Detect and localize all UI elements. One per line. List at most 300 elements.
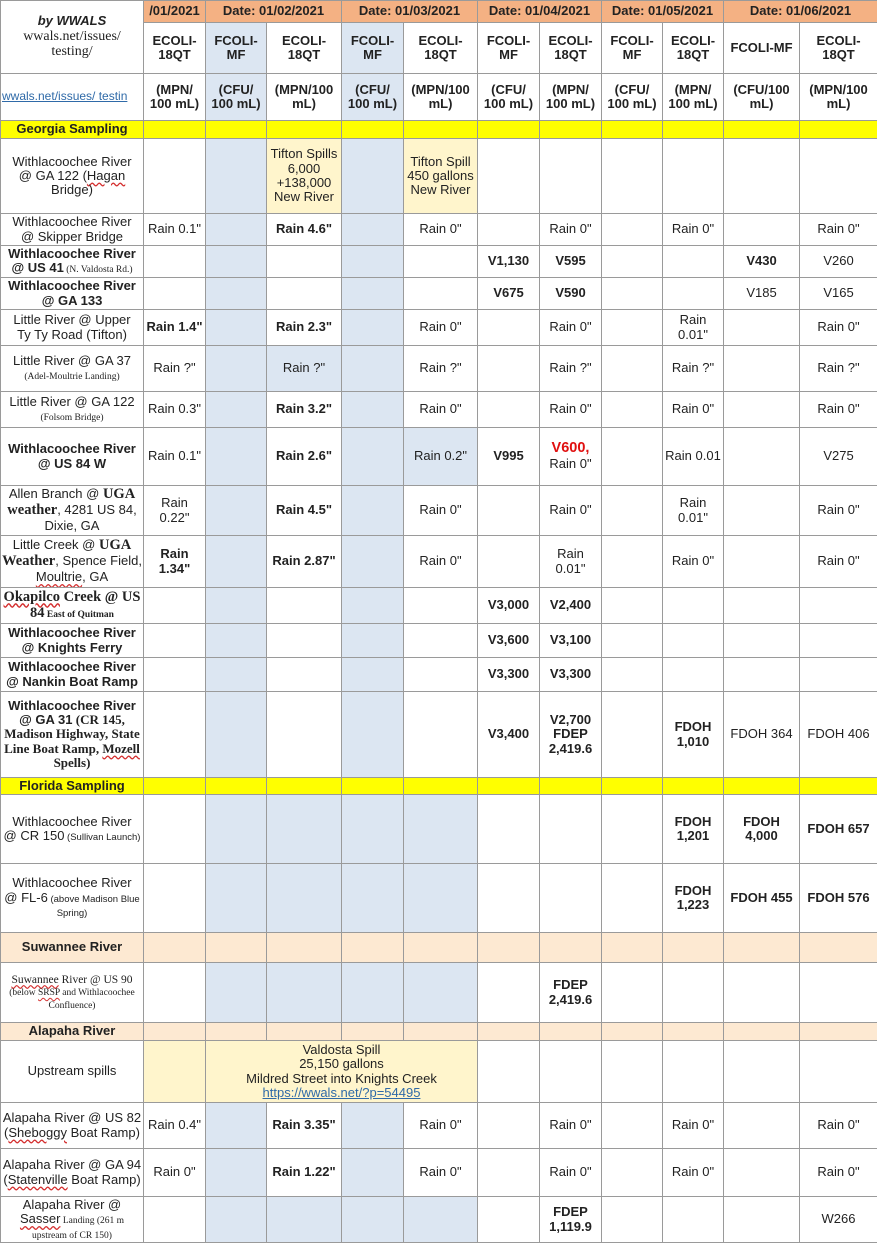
table-cell	[602, 1197, 663, 1243]
table-cell	[724, 1023, 800, 1041]
cell-text: Withlacoochee River	[8, 659, 136, 675]
table-cell	[144, 658, 206, 692]
table-cell	[724, 214, 800, 246]
table-cell: V3,300	[478, 658, 540, 692]
table-cell	[602, 963, 663, 1023]
valdosta-spill-link[interactable]: https://wwals.net/?p=54495	[262, 1084, 421, 1100]
table-cell	[144, 864, 206, 933]
units-row	[1, 74, 877, 121]
cell-text: Boat Ramp)	[66, 1124, 140, 1140]
table-cell	[144, 692, 206, 778]
table-cell	[478, 933, 540, 963]
cell-text: (N. Valdosta Rd.)	[63, 265, 133, 276]
table-cell	[404, 1023, 478, 1041]
note-tifton-a: Tifton Spills 6,000 +138,000 New River	[267, 139, 342, 214]
table-cell: Rain 0.4"	[144, 1103, 206, 1149]
col-head: FCOLI-MF	[602, 23, 663, 74]
cell-text: 2,419.6	[548, 991, 593, 1007]
table-row	[1, 536, 877, 588]
site-ga94	[1, 1149, 144, 1197]
unit-label: (MPN/ 100 mL)	[540, 74, 602, 121]
section-suwannee	[1, 933, 877, 963]
cell-text: Withlacoochee River	[12, 875, 132, 891]
cell-text: Statenville	[7, 1171, 68, 1187]
table-cell	[404, 778, 478, 795]
cell-text: @ US 84 W	[37, 455, 107, 471]
table-cell	[267, 246, 342, 278]
table-cell: Rain 1.4"	[144, 310, 206, 346]
cell-text: Withlacoochee River	[8, 246, 136, 262]
date-header-6: Date: 01/06/2021	[724, 1, 877, 23]
table-cell	[342, 428, 404, 486]
site-tyty	[1, 310, 144, 346]
note-valdosta	[206, 1041, 478, 1103]
table-cell	[478, 121, 540, 139]
table-cell: Rain 0"	[404, 536, 478, 588]
note-tifton-b: Tifton Spill 450 gallons New River	[404, 139, 478, 214]
table-cell: Rain 0"	[800, 392, 877, 428]
table-cell: Rain 0.01"	[663, 486, 724, 536]
table-cell	[267, 1023, 342, 1041]
cell-text: Valdosta Spill	[302, 1041, 381, 1057]
table-cell	[404, 795, 478, 864]
table-cell	[206, 310, 267, 346]
table-cell	[342, 933, 404, 963]
table-row	[1, 346, 877, 392]
table-row	[1, 1103, 877, 1149]
cell-text: Little River @ Upper	[13, 312, 131, 328]
table-cell	[342, 346, 404, 392]
site-skipper	[1, 214, 144, 246]
unit-label: (CFU/ 100 mL)	[342, 74, 404, 121]
table-cell	[602, 214, 663, 246]
table-cell	[800, 139, 877, 214]
table-cell: Rain 0"	[800, 214, 877, 246]
cell-text: (below	[9, 988, 39, 999]
unit-label: (CFU/ 100 mL)	[478, 74, 540, 121]
table-cell	[602, 1103, 663, 1149]
table-cell	[663, 963, 724, 1023]
table-cell	[267, 624, 342, 658]
table-cell: Rain ?"	[800, 346, 877, 392]
site-hagan	[1, 139, 144, 214]
cell-text: Creek @ US 84	[30, 588, 141, 621]
cell-text: @ Nankin Boat Ramp	[6, 673, 138, 689]
table-cell	[478, 1041, 540, 1103]
table-cell: FDOH 576	[800, 864, 877, 933]
table-cell: Rain 0"	[404, 486, 478, 536]
table-cell	[267, 864, 342, 933]
table-cell	[724, 536, 800, 588]
site-ga37	[1, 346, 144, 392]
table-cell	[206, 536, 267, 588]
table-cell	[404, 246, 478, 278]
cell-text: Withlacoochee River	[12, 153, 132, 169]
table-cell: Rain 0"	[800, 310, 877, 346]
table-cell	[800, 624, 877, 658]
table-cell	[724, 658, 800, 692]
table-cell	[800, 1023, 877, 1041]
table-cell	[663, 864, 724, 933]
table-cell	[144, 624, 206, 658]
table-row	[1, 692, 877, 778]
table-cell: Rain 0"	[404, 392, 478, 428]
table-cell: Rain 1.34"	[144, 536, 206, 588]
table-cell	[602, 795, 663, 864]
table-cell	[724, 310, 800, 346]
table-cell	[144, 246, 206, 278]
table-cell	[342, 486, 404, 536]
wwals-link[interactable]: wwals.net/issues/ testin	[2, 89, 128, 104]
col-head: FCOLI-MF	[206, 23, 267, 74]
table-cell: FDOH 406	[800, 692, 877, 778]
table-cell: Rain 0"	[404, 1149, 478, 1197]
table-cell: Rain 0.2"	[404, 428, 478, 486]
table-cell	[724, 392, 800, 428]
table-cell	[540, 864, 602, 933]
cell-text: FDOH	[674, 882, 712, 898]
unit-label: (MPN/100 mL)	[404, 74, 478, 121]
table-cell	[602, 588, 663, 624]
col-head: ECOLI-18QT	[800, 23, 877, 74]
unit-label: (MPN/100 mL)	[267, 74, 342, 121]
cell-text: (Sullivan Launch)	[64, 831, 141, 843]
table-cell: Rain 0.01	[663, 428, 724, 486]
table-cell: Rain ?"	[540, 346, 602, 392]
table-cell: FDOH 455	[724, 864, 800, 933]
cell-text: , GA	[82, 569, 109, 585]
table-cell	[342, 658, 404, 692]
cell-text: , 4281 US 84, Dixie, GA	[44, 502, 137, 534]
table-cell	[144, 1023, 206, 1041]
date-header-2: Date: 01/02/2021	[206, 1, 342, 23]
wwals-by: by WWALS	[37, 13, 107, 29]
table-cell	[404, 692, 478, 778]
table-cell	[800, 588, 877, 624]
table-cell: Rain 0.1"	[144, 428, 206, 486]
table-cell: Rain 0"	[800, 536, 877, 588]
table-cell: V590	[540, 278, 602, 310]
table-cell	[724, 624, 800, 658]
cell-text: (above Madison Blue Spring)	[47, 893, 140, 920]
table-cell	[206, 624, 267, 658]
table-cell	[404, 933, 478, 963]
cell-text: @ CR 150	[3, 827, 65, 843]
cell-text: @ GA 122 (	[18, 167, 87, 183]
section-alapaha	[1, 1023, 877, 1041]
table-cell: Rain 2.3"	[267, 310, 342, 346]
cell-text: Mildred Street into Knights Creek	[246, 1070, 437, 1086]
table-cell: V675	[478, 278, 540, 310]
table-cell: Rain 0"	[540, 1149, 602, 1197]
table-cell	[206, 278, 267, 310]
table-cell: FDOH 364	[724, 692, 800, 778]
table-cell	[602, 658, 663, 692]
cell-text: 4,000	[745, 828, 778, 843]
table-cell	[342, 963, 404, 1023]
col-head: ECOLI-18QT	[144, 23, 206, 74]
table-cell	[602, 1023, 663, 1041]
table-row	[1, 963, 877, 1023]
table-cell	[724, 121, 800, 139]
table-cell	[602, 121, 663, 139]
table-cell: Rain 2.87"	[267, 536, 342, 588]
unit-label: (MPN/100 mL)	[800, 74, 877, 121]
table-cell	[478, 214, 540, 246]
table-cell: Rain 0"	[404, 1103, 478, 1149]
table-cell	[540, 963, 602, 1023]
table-cell	[724, 778, 800, 795]
table-cell	[267, 121, 342, 139]
cell-text: @ Skipper Bridge	[20, 228, 124, 244]
table-cell	[144, 139, 206, 214]
table-cell	[404, 658, 478, 692]
table-cell	[206, 346, 267, 392]
table-cell	[602, 486, 663, 536]
site-us90	[1, 963, 144, 1023]
site-us84w	[1, 428, 144, 486]
table-cell	[404, 624, 478, 658]
cell-text: @ Knights Ferry	[21, 639, 123, 655]
table-cell: V3,600	[478, 624, 540, 658]
cell-text: Spells)	[53, 754, 91, 770]
date-header-3: Date: 01/03/2021	[342, 1, 478, 23]
site-cr150	[1, 795, 144, 864]
section-label: Alapaha River	[1, 1023, 144, 1041]
table-cell: Rain 4.5"	[267, 486, 342, 536]
site-nankin	[1, 658, 144, 692]
table-cell	[342, 1197, 404, 1243]
cell-text: Alapaha River @ GA 94 (	[2, 1157, 142, 1187]
table-cell	[602, 1041, 663, 1103]
site-ga31	[1, 692, 144, 778]
table-cell	[724, 346, 800, 392]
section-florida	[1, 778, 877, 795]
unit-label: (CFU/ 100 mL)	[206, 74, 267, 121]
table-row	[1, 624, 877, 658]
table-cell	[342, 310, 404, 346]
cell-text: Allen Branch @	[8, 486, 103, 502]
table-cell	[602, 778, 663, 795]
cell-text: FDEP	[553, 726, 588, 742]
table-cell	[602, 864, 663, 933]
table-cell	[478, 795, 540, 864]
col-head: FCOLI-MF	[478, 23, 540, 74]
table-cell	[206, 692, 267, 778]
site-upstream: Upstream spills	[1, 1041, 144, 1103]
table-cell	[267, 795, 342, 864]
table-cell	[267, 588, 342, 624]
cell-text: V2,700	[549, 712, 592, 728]
table-cell: V3,400	[478, 692, 540, 778]
site-sasser	[1, 1197, 144, 1243]
table-row	[1, 1041, 877, 1103]
table-cell	[404, 864, 478, 933]
table-cell	[404, 1197, 478, 1243]
table-cell	[267, 963, 342, 1023]
table-cell	[342, 624, 404, 658]
cell-text: 1,010	[676, 733, 710, 749]
table-cell	[540, 139, 602, 214]
cell-text: Sheboggy	[8, 1124, 67, 1140]
table-cell	[404, 588, 478, 624]
table-cell	[206, 1197, 267, 1243]
cell-text: 1,223	[676, 897, 710, 912]
table-cell	[800, 121, 877, 139]
table-cell	[478, 864, 540, 933]
table-cell: Rain 0"	[404, 310, 478, 346]
unit-label: (MPN/ 100 mL)	[144, 74, 206, 121]
table-cell	[342, 278, 404, 310]
col-head: ECOLI-18QT	[267, 23, 342, 74]
cell-text: UGA weather	[7, 486, 136, 519]
table-cell	[478, 963, 540, 1023]
table-cell	[724, 588, 800, 624]
table-cell	[267, 278, 342, 310]
table-cell	[724, 1041, 800, 1103]
cell-text: @ GA 133	[41, 292, 103, 308]
table-row	[1, 214, 877, 246]
site-folsom	[1, 392, 144, 428]
table-cell: FDOH 657	[800, 795, 877, 864]
table-row	[1, 246, 877, 278]
table-cell	[663, 139, 724, 214]
table-cell: Rain 0"	[540, 214, 602, 246]
table-row	[1, 588, 877, 624]
table-cell	[206, 658, 267, 692]
cell-text: Alapaha River @ US 82 (	[2, 1110, 142, 1140]
table-cell	[342, 1149, 404, 1197]
table-cell	[206, 1103, 267, 1149]
table-cell	[663, 278, 724, 310]
cell-text: Hagan	[86, 167, 126, 183]
table-cell	[144, 778, 206, 795]
table-cell	[602, 1149, 663, 1197]
col-head: FCOLI-MF	[342, 23, 404, 74]
cell-text: Withlacoochee River	[8, 278, 136, 294]
table-cell: Rain 0"	[663, 1149, 724, 1197]
table-cell	[602, 692, 663, 778]
cell-text: Withlacoochee River	[12, 813, 132, 829]
table-cell: V185	[724, 278, 800, 310]
table-cell	[724, 428, 800, 486]
table-cell	[404, 963, 478, 1023]
cell-text: @ GA 31	[19, 712, 73, 728]
table-cell: Rain 0.01"	[540, 536, 602, 588]
table-cell	[540, 778, 602, 795]
table-cell	[540, 1041, 602, 1103]
table-cell	[144, 963, 206, 1023]
table-cell	[724, 1197, 800, 1243]
table-cell	[800, 778, 877, 795]
table-cell	[800, 963, 877, 1023]
table-cell	[602, 536, 663, 588]
cell-text: Suwannee	[11, 973, 59, 986]
unit-label: (CFU/ 100 mL)	[602, 74, 663, 121]
cell-text: @ US 41	[11, 260, 64, 276]
table-cell: V3,000	[478, 588, 540, 624]
table-cell: Rain 0"	[800, 486, 877, 536]
site-fl6	[1, 864, 144, 933]
table-cell	[478, 392, 540, 428]
cell-text: FDOH	[674, 813, 712, 829]
table-cell	[206, 795, 267, 864]
table-cell	[663, 1023, 724, 1041]
table-cell	[206, 963, 267, 1023]
table-cell	[342, 1103, 404, 1149]
cell-text: (Folsom Bridge)	[40, 413, 104, 424]
site-okapilco	[1, 588, 144, 624]
table-cell	[267, 933, 342, 963]
table-cell	[342, 1023, 404, 1041]
site-knights	[1, 624, 144, 658]
site-littlecreek	[1, 536, 144, 588]
table-cell	[342, 139, 404, 214]
table-cell: Rain 0"	[144, 1149, 206, 1197]
table-row	[1, 278, 877, 310]
table-row	[1, 795, 877, 864]
table-cell	[144, 588, 206, 624]
cell-text: 2,419.6	[548, 740, 593, 756]
table-cell: V260	[800, 246, 877, 278]
table-cell	[663, 246, 724, 278]
table-cell: Rain ?"	[663, 346, 724, 392]
table-cell: Rain 1.22"	[267, 1149, 342, 1197]
table-cell	[342, 795, 404, 864]
col-head: FCOLI-MF	[724, 23, 800, 74]
table-cell	[478, 536, 540, 588]
table-cell	[144, 278, 206, 310]
table-cell	[478, 346, 540, 392]
col-head: ECOLI-18QT	[540, 23, 602, 74]
table-cell	[267, 1197, 342, 1243]
table-cell: Rain 3.2"	[267, 392, 342, 428]
table-cell: W266	[800, 1197, 877, 1243]
cell-text: Little Creek @	[12, 537, 99, 553]
cell-text: (Adel-Moultrie Landing)	[24, 372, 120, 383]
table-cell	[206, 486, 267, 536]
table-cell: Rain 3.35"	[267, 1103, 342, 1149]
wwals-site: wwals.net/issues/ testing/	[23, 28, 121, 60]
cell-text: 1,201	[676, 828, 710, 843]
table-cell	[663, 692, 724, 778]
cell-text: Withlacoochee	[78, 988, 135, 999]
table-cell	[602, 278, 663, 310]
cell-text: , Spence Field,	[55, 553, 142, 569]
table-cell	[478, 1023, 540, 1041]
table-cell	[478, 310, 540, 346]
unit-label: (MPN/ 100 mL)	[663, 74, 724, 121]
table-cell	[724, 963, 800, 1023]
col-head: ECOLI-18QT	[663, 23, 724, 74]
section-georgia	[1, 121, 877, 139]
site-ga133	[1, 278, 144, 310]
table-cell	[602, 624, 663, 658]
table-cell	[478, 486, 540, 536]
cell-text: FDOH	[743, 813, 780, 829]
table-row	[1, 658, 877, 692]
table-cell	[267, 692, 342, 778]
table-cell	[663, 624, 724, 658]
table-cell: V595	[540, 246, 602, 278]
cell-text: 1,119.9	[549, 1218, 592, 1234]
table-cell	[663, 1041, 724, 1103]
table-cell	[404, 278, 478, 310]
wwals-cell	[1, 1, 144, 74]
table-cell	[342, 588, 404, 624]
table-cell	[724, 486, 800, 536]
table-cell	[602, 428, 663, 486]
